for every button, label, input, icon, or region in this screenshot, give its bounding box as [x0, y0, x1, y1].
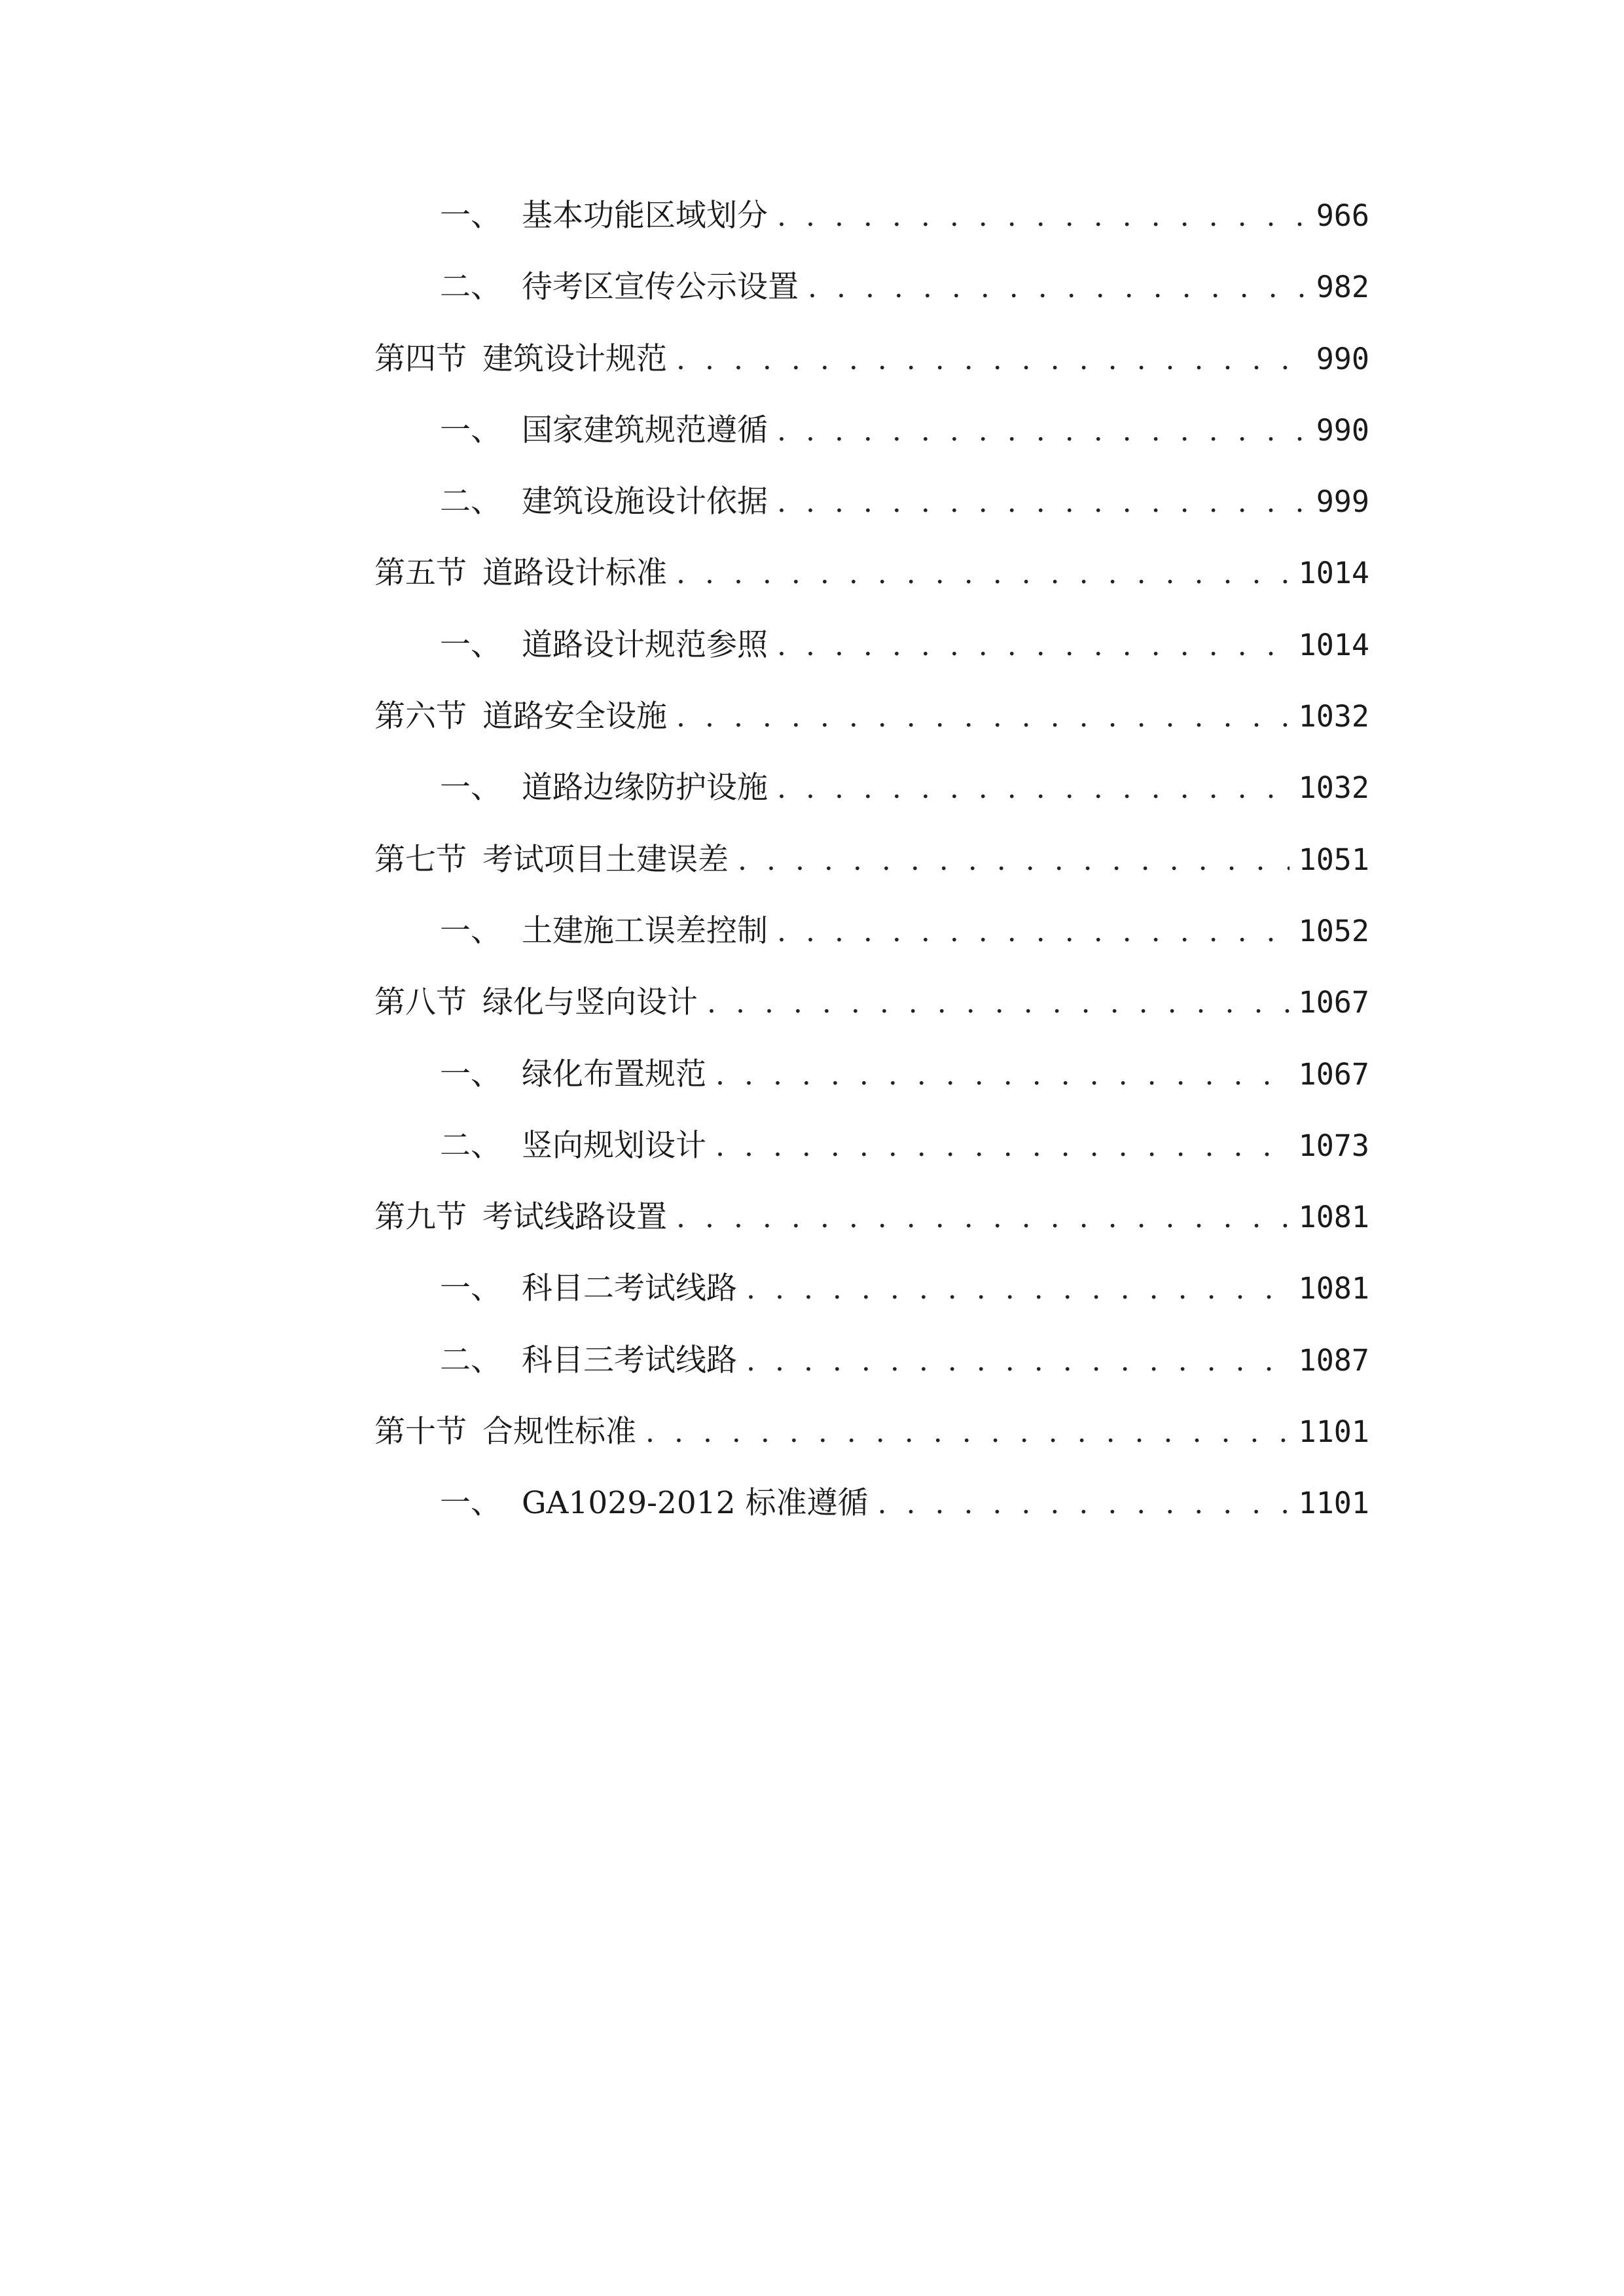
toc-dot-leader — [676, 691, 1290, 744]
toc-section-number: 第九节 — [374, 1199, 467, 1236]
toc-entry-label — [374, 691, 667, 743]
toc-entry-label — [440, 476, 768, 528]
toc-page-number: 982 — [1316, 270, 1369, 305]
toc-entry-label — [440, 619, 768, 672]
toc-dot-leader — [715, 1049, 1290, 1102]
toc-entry[interactable] — [374, 1049, 1369, 1120]
toc-entry-label — [374, 1191, 667, 1244]
toc-entry[interactable] — [374, 1477, 1369, 1549]
toc-page-number: 1032 — [1298, 770, 1369, 806]
toc-entry-title: 建筑设计规范 — [482, 340, 667, 377]
toc-entry-label — [440, 404, 768, 457]
toc-section-number: 第十节 — [374, 1414, 467, 1450]
toc-section[interactable] — [374, 547, 1369, 619]
toc-section-number: 第五节 — [374, 555, 467, 592]
toc-page-number: 1101 — [1298, 1486, 1369, 1521]
toc-section-number: 第四节 — [374, 340, 467, 377]
toc-entry-label — [374, 333, 667, 386]
toc-entry-label — [440, 261, 799, 314]
toc-entry-number: 二、 — [440, 1127, 501, 1164]
toc-entry-title: 科目二考试线路 — [522, 1270, 737, 1307]
toc-entry[interactable] — [374, 190, 1369, 261]
toc-entry-number: 一、 — [440, 412, 501, 448]
toc-dot-leader — [645, 1407, 1290, 1459]
toc-section[interactable] — [374, 1191, 1369, 1263]
toc-entry[interactable] — [374, 762, 1369, 833]
toc-page-number: 1014 — [1298, 556, 1369, 591]
toc-page-number: 1081 — [1298, 1200, 1369, 1235]
toc-entry-title: 绿化布置规范 — [522, 1056, 706, 1092]
toc-dot-leader — [878, 1478, 1290, 1530]
toc-section[interactable] — [374, 834, 1369, 905]
toc-entry[interactable] — [374, 476, 1369, 547]
toc-dot-leader — [777, 620, 1290, 672]
toc-page-number: 1067 — [1298, 1056, 1369, 1092]
toc-section-number: 第六节 — [374, 698, 467, 735]
toc-entry-label — [374, 977, 698, 1029]
toc-entry-number: 一、 — [440, 1485, 501, 1522]
toc-entry-number: 一、 — [440, 1056, 501, 1092]
toc-dot-leader — [777, 405, 1307, 457]
toc-dot-leader — [746, 1263, 1290, 1316]
toc-entry-title: 绿化与竖向设计 — [482, 984, 698, 1021]
toc-dot-leader — [738, 834, 1290, 887]
toc-entry-label — [440, 905, 768, 958]
toc-entry-label — [374, 1406, 636, 1458]
toc-entry-title: 合规性标准 — [482, 1414, 636, 1450]
toc-page-number: 990 — [1316, 341, 1369, 376]
toc-entry[interactable] — [374, 404, 1369, 476]
toc-entry[interactable] — [374, 905, 1369, 977]
toc-entry-label — [440, 1335, 737, 1387]
toc-entry-label — [440, 1120, 706, 1172]
toc-section-number: 第八节 — [374, 984, 467, 1021]
toc-dot-leader — [777, 476, 1307, 529]
toc-entry-number: 二、 — [440, 1342, 501, 1378]
toc-dot-leader — [777, 906, 1290, 958]
toc-entry-title: 竖向规划设计 — [522, 1127, 706, 1164]
toc-page-number: 999 — [1316, 484, 1369, 520]
toc-entry-title: 国家建筑规范遵循 — [522, 412, 768, 448]
toc-section[interactable] — [374, 333, 1369, 404]
table-of-contents — [374, 190, 1369, 1549]
toc-entry[interactable] — [374, 1120, 1369, 1191]
toc-entry-title: 道路设计规范参照 — [522, 626, 768, 663]
toc-entry-title: 道路安全设施 — [482, 698, 667, 735]
toc-section[interactable] — [374, 691, 1369, 762]
toc-dot-leader — [808, 262, 1307, 314]
toc-entry-number: 一、 — [440, 770, 501, 806]
toc-entry-title: 考试线路设置 — [482, 1199, 667, 1236]
toc-entry-number: 一、 — [440, 1270, 501, 1307]
toc-entry-label — [440, 762, 768, 814]
toc-dot-leader — [676, 334, 1307, 386]
toc-page-number: 1081 — [1298, 1271, 1369, 1306]
toc-dot-leader — [746, 1335, 1290, 1388]
toc-entry-number: 一、 — [440, 626, 501, 663]
toc-entry-number: 一、 — [440, 198, 501, 234]
toc-entry-title: 考试项目土建误差 — [482, 841, 729, 878]
toc-entry-label — [440, 190, 768, 242]
toc-entry-number: 二、 — [440, 484, 501, 520]
toc-entry-number: 二、 — [440, 269, 501, 306]
toc-entry-label — [374, 547, 667, 600]
toc-entry[interactable] — [374, 1263, 1369, 1334]
toc-page-number: 1032 — [1298, 699, 1369, 734]
toc-entry-title: 待考区宣传公示设置 — [522, 269, 799, 306]
toc-page-number: 990 — [1316, 412, 1369, 448]
toc-entry-title: GA1029-2012 标准遵循 — [522, 1485, 869, 1522]
toc-entry-number: 一、 — [440, 912, 501, 949]
toc-page-number: 1051 — [1298, 842, 1369, 877]
toc-entry-title: 土建施工误差控制 — [522, 912, 768, 949]
toc-entry[interactable] — [374, 619, 1369, 691]
toc-entry-title: 基本功能区域划分 — [522, 198, 768, 234]
toc-section[interactable] — [374, 1406, 1369, 1477]
toc-dot-leader — [676, 1192, 1290, 1244]
toc-entry-label — [440, 1477, 869, 1530]
toc-page-number: 1073 — [1298, 1128, 1369, 1163]
toc-page-number: 1101 — [1298, 1414, 1369, 1450]
toc-entry-title: 道路边缘防护设施 — [522, 770, 768, 806]
toc-dot-leader — [676, 548, 1290, 600]
toc-entry-title: 建筑设施设计依据 — [522, 484, 768, 520]
toc-page-number: 1067 — [1298, 985, 1369, 1020]
toc-page-number: 1014 — [1298, 627, 1369, 662]
toc-entry-label — [374, 834, 729, 886]
toc-dot-leader — [777, 190, 1307, 243]
toc-page-number: 1087 — [1298, 1342, 1369, 1378]
toc-dot-leader — [707, 977, 1290, 1030]
toc-section[interactable] — [374, 977, 1369, 1048]
toc-entry-label — [440, 1263, 737, 1315]
toc-entry-title: 科目三考试线路 — [522, 1342, 737, 1378]
toc-entry[interactable] — [374, 261, 1369, 332]
toc-section-number: 第七节 — [374, 841, 467, 878]
toc-page-number: 966 — [1316, 198, 1369, 233]
toc-entry[interactable] — [374, 1335, 1369, 1406]
toc-entry-title: 道路设计标准 — [482, 555, 667, 592]
toc-entry-label — [440, 1049, 706, 1101]
toc-page-number: 1052 — [1298, 913, 1369, 948]
toc-dot-leader — [777, 762, 1290, 815]
toc-dot-leader — [715, 1121, 1290, 1173]
